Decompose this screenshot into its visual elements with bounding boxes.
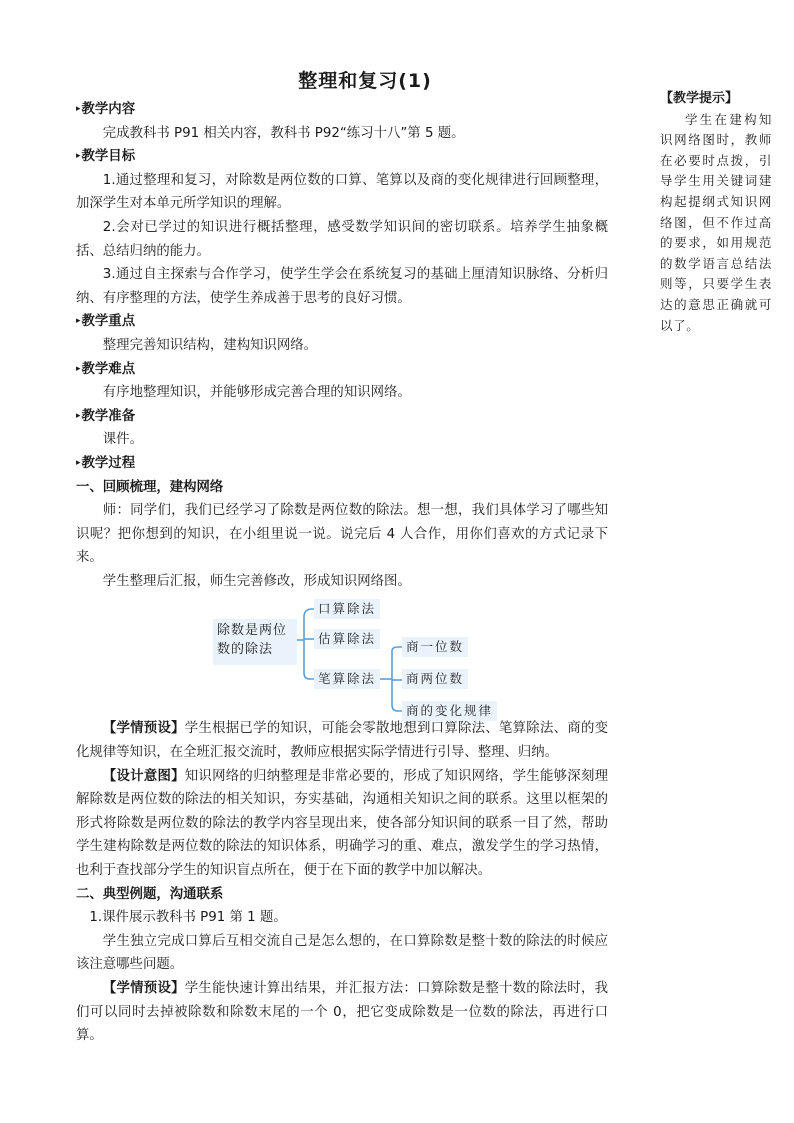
sidebar-body: 学生在建构知识网络图时，教师在必要时点拨，引导学生用关键词建构起提纲式知识网络图，但不作过高的要求，如用规范的数学语言总结法则等，只要学生表达的意思正确就可以了。 [660, 111, 772, 333]
sidebar-title: 【教学提示】 [660, 91, 739, 106]
key-points-text: 整理完善知识结构，建构知识网络。 [102, 337, 318, 353]
teaching-tip-sidebar [660, 89, 772, 336]
preset-2-text: 学生能快速计算出结果，并汇报方法：口算除数是整十数的除法时，我们可以同时去掉被除数和除数末尾的一个 0，把它变成除数是一位数的除法，再进行口算。 [76, 981, 608, 1044]
lesson-body [76, 98, 608, 1048]
tag-preset: 【学情预设】 [102, 721, 185, 737]
goal-3: 3.通过自主探索与合作学习，使学生学会在系统复习的基础上厘清知识脉络、分析归纳、有序整理的方法，使学生养成善于思考的良好习惯。 [76, 267, 608, 306]
intent-text: 知识网络的归纳整理是非常必要的，形成了知识网络，学生能够深刻理解除数是两位数的除法的相关知识，夯实基础，沟通相关知识之间的联系。这里以框架的形式将除数是两位数的除法的教学内容呈现出来，使各部分知识间的联系一目了然，帮助学生建构除数是两位数的除法的知识体系，明确学习的重、难点，激发学生的学习热情，也利于查找部分学生的知识盲点所在，便于在下面的教学中加以解决。 [76, 768, 608, 879]
knowledge-network-diagram [76, 595, 608, 717]
node-estimate-division: 估算除法 [314, 629, 380, 649]
node-oral-division: 口算除法 [314, 599, 380, 619]
tag-preset-2: 【学情预设】 [102, 981, 185, 996]
node-quotient-rule: 商的变化规律 [402, 701, 497, 721]
heading-content: ▸ 教学内容 [76, 98, 608, 122]
paragraph-preset-2 [76, 977, 608, 1048]
paragraph-teacher: 师：同学们，我们已经学习了除数是两位数的除法。想一想，我们具体学习了哪些知识呢？把你想到的知识，在小组里说一说。说完后 4 人合作，用你们喜欢的方式记录下来。 [76, 503, 608, 566]
preset-text: 学生根据已学的知识，可能会零散地想到口算除法、笔算除法、商的变化规律等知识，在全班汇报交流时，教师应根据实际学情进行引导、整理、归纳。 [76, 721, 608, 761]
heading-difficulties: ▸ 教学难点 [76, 358, 608, 382]
part-2-heading: 二、典型例题，沟通联系 [76, 886, 224, 902]
preparation-text: 课件。 [102, 432, 143, 448]
goal-2: 2.会对已学过的知识进行概括整理，感受数学知识间的密切联系。培养学生抽象概括、总结归纳的能力。 [76, 219, 608, 259]
heading-key-points: ▸ 教学重点 [76, 310, 608, 334]
paragraph-oral: 学生独立完成口算后互相交流自己是怎么想的，在口算除数是整十数的除法的时候应该注意哪些问题。 [76, 933, 608, 973]
goal-1: 1.通过整理和复习，对除数是两位数的口算、笔算以及商的变化规律进行回顾整理，加深学生对本单元所学知识的理解。 [76, 172, 608, 212]
part-1-heading: 一、回顾梳理，建构网络 [76, 479, 224, 495]
heading-goals: ▸ 教学目标 [76, 145, 608, 169]
node-one-digit-quotient: 商一位数 [402, 637, 468, 657]
heading-process: ▸ 教学过程 [76, 452, 608, 476]
page-title: 整理和复习(1) [298, 70, 432, 92]
diagram-root: 除数是两位数的除法 [213, 619, 297, 665]
node-two-digit-quotient: 商两位数 [402, 669, 468, 689]
content-text: 完成教科书 P91 相关内容，教科书 P92“练习十八”第 5 题。 [102, 125, 465, 141]
paragraph-intent [76, 765, 608, 883]
paragraph-report: 学生整理后汇报，师生完善修改，形成知识网络图。 [102, 573, 411, 589]
difficulties-text: 有序地整理知识，并能够形成完善合理的知识网络。 [102, 385, 411, 401]
tag-intent: 【设计意图】 [102, 768, 185, 784]
item-1: 1.课件展示教科书 P91 第 1 题。 [89, 910, 287, 926]
heading-preparation: ▸ 教学准备 [76, 405, 608, 429]
paragraph-preset [76, 717, 608, 764]
node-written-division: 笔算除法 [314, 669, 380, 689]
